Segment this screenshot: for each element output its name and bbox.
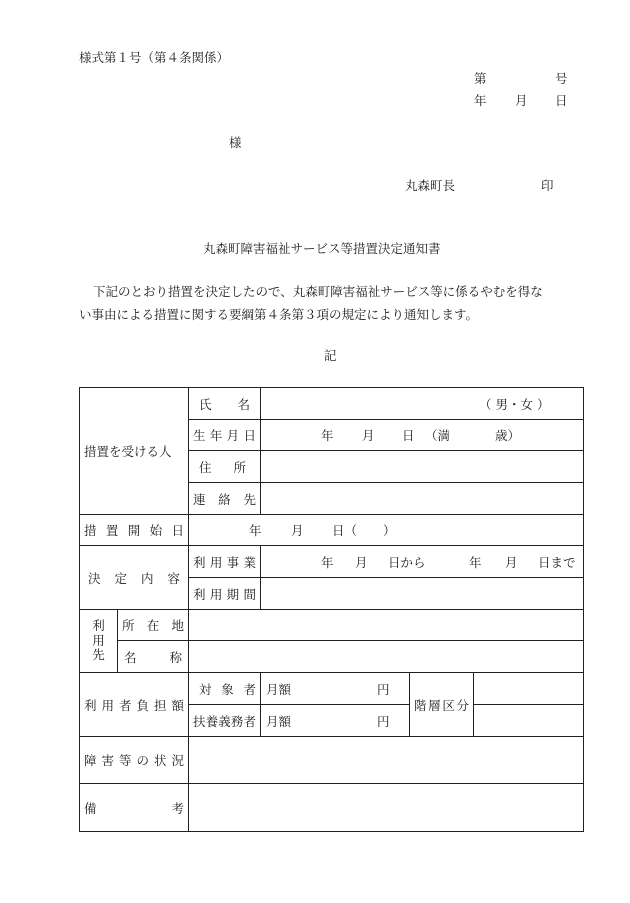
start-day: 日（ bbox=[332, 523, 358, 538]
decision-label: 決定内容 bbox=[80, 546, 189, 610]
target-label: 対象者 bbox=[189, 673, 261, 705]
period-label: 利用期間 bbox=[189, 578, 261, 610]
facility-name-label: 名称 bbox=[118, 641, 189, 673]
contact-label: 連絡先 bbox=[189, 483, 261, 515]
body-line-1: 下記のとおり措置を決定したので、丸森町障害福祉サービス等に係るやむを得な bbox=[93, 284, 543, 299]
start-year: 年 bbox=[249, 523, 262, 538]
start-label: 措置開始日 bbox=[80, 515, 189, 546]
service-cell[interactable] bbox=[261, 546, 584, 578]
facility-label-char: 利 bbox=[92, 618, 105, 634]
addressee-suffix: 様 bbox=[229, 135, 242, 150]
guardian-yen: 円 bbox=[377, 713, 390, 729]
burden-label: 利用者負担額 bbox=[80, 673, 189, 737]
start-month: 月 bbox=[291, 523, 304, 538]
facility-label-char: 先 bbox=[92, 647, 105, 663]
period-year-2: 年 bbox=[469, 554, 482, 570]
gender-choice: （ 男・女 ） bbox=[479, 396, 550, 412]
date-month: 月 bbox=[515, 93, 528, 108]
target-yen: 円 bbox=[377, 681, 390, 697]
period-year-1: 年 bbox=[321, 554, 334, 570]
disability-label: 障害等の状況 bbox=[80, 737, 189, 784]
birth-month: 月 bbox=[362, 428, 375, 443]
person-label: 措置を受ける人 bbox=[80, 388, 189, 515]
notice-table bbox=[79, 387, 584, 832]
address-cell[interactable] bbox=[261, 451, 584, 483]
period-from: 日から bbox=[388, 554, 426, 570]
issuer-seal: 印 bbox=[541, 178, 554, 193]
birth-cell[interactable] bbox=[261, 420, 584, 451]
address-label: 住所 bbox=[189, 451, 261, 483]
birth-day: 日 bbox=[402, 428, 415, 443]
form-number: 様式第１号（第４条関係） bbox=[79, 50, 230, 65]
date-year: 年 bbox=[474, 93, 487, 108]
guardian-monthly-label: 月額 bbox=[266, 713, 292, 729]
facility-label bbox=[80, 610, 118, 673]
tier-label: 階層区分 bbox=[410, 673, 474, 737]
date-day: 日 bbox=[555, 93, 568, 108]
age-close: 歳） bbox=[495, 428, 521, 443]
location-cell[interactable] bbox=[189, 610, 584, 641]
remarks-cell[interactable] bbox=[189, 784, 584, 832]
ki-heading: 記 bbox=[324, 348, 337, 363]
name-label: 氏名 bbox=[189, 388, 261, 420]
tier-cell-1[interactable] bbox=[474, 673, 584, 705]
birth-label: 生年月日 bbox=[189, 420, 261, 451]
doc-number-suffix: 号 bbox=[555, 71, 568, 86]
period-to: 日まで bbox=[538, 554, 576, 570]
body-line-2: い事由による措置に関する要綱第４条第３項の規定により通知します。 bbox=[79, 307, 479, 322]
issuer-name: 丸森町長 bbox=[405, 178, 456, 193]
period-month-2: 月 bbox=[505, 554, 518, 570]
start-cell[interactable] bbox=[189, 515, 584, 546]
age-open: （満 bbox=[425, 428, 451, 443]
document-title: 丸森町障害福祉サービス等措置決定通知書 bbox=[203, 241, 441, 256]
tier-cell-2[interactable] bbox=[474, 705, 584, 737]
contact-cell[interactable] bbox=[261, 483, 584, 515]
facility-label-char: 用 bbox=[92, 632, 105, 648]
period-month-1: 月 bbox=[355, 554, 368, 570]
disability-cell[interactable] bbox=[189, 737, 584, 784]
target-monthly-label: 月額 bbox=[266, 681, 292, 697]
target-amount-cell[interactable] bbox=[261, 673, 410, 705]
facility-name-cell[interactable] bbox=[189, 641, 584, 673]
name-cell[interactable] bbox=[261, 388, 584, 420]
guardian-amount-cell[interactable] bbox=[261, 705, 410, 737]
guardian-label: 扶養義務者 bbox=[189, 705, 261, 737]
doc-number-prefix: 第 bbox=[474, 71, 487, 86]
birth-year: 年 bbox=[321, 428, 334, 443]
service-label: 利用事業 bbox=[189, 546, 261, 578]
start-close: ） bbox=[383, 523, 396, 538]
period-cell[interactable] bbox=[261, 578, 584, 610]
location-label: 所在地 bbox=[118, 610, 189, 641]
remarks-label: 備考 bbox=[80, 784, 189, 832]
